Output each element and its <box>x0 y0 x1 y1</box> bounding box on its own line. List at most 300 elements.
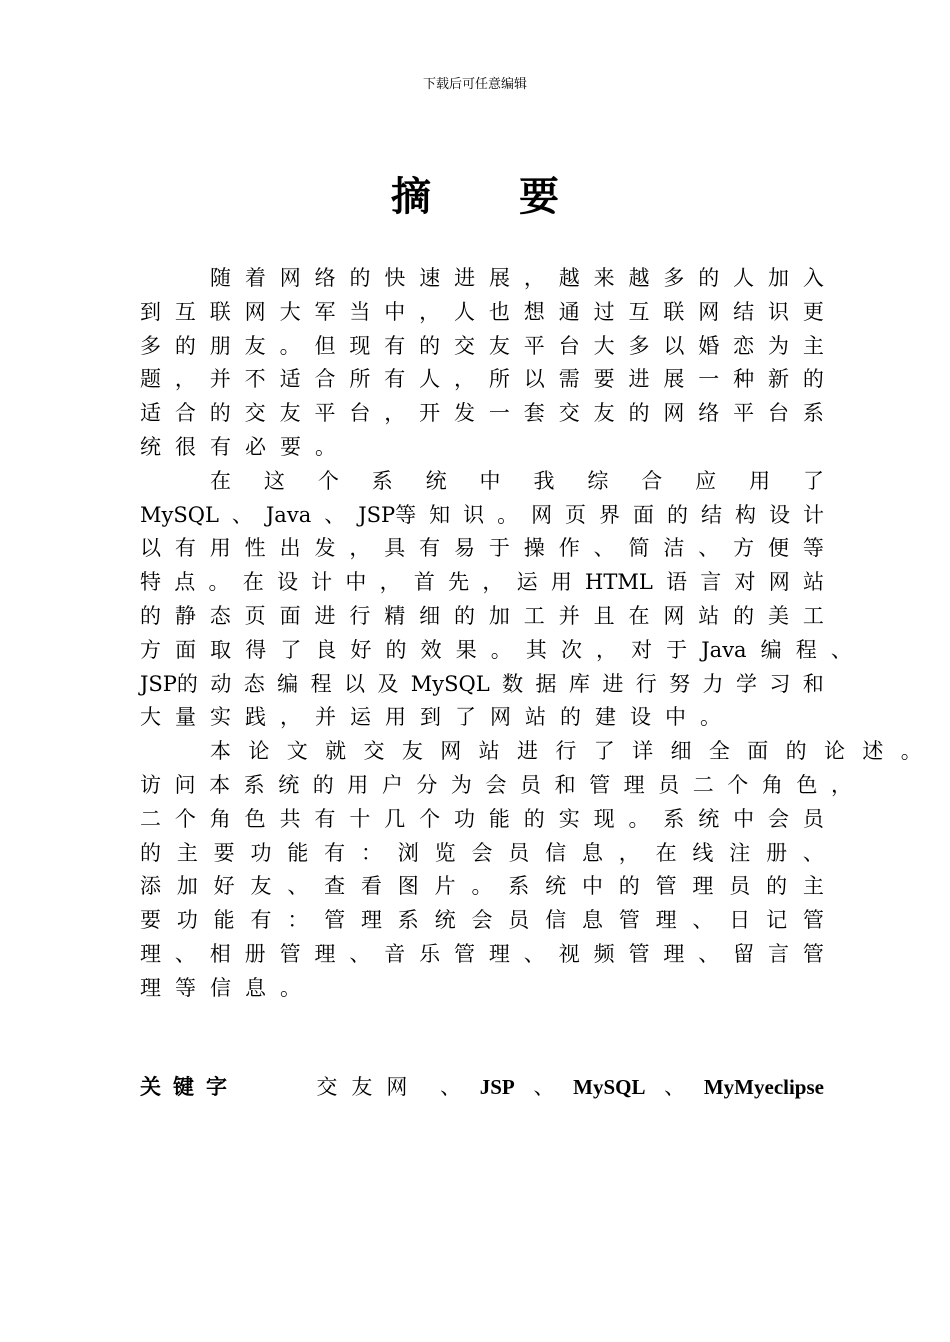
abstract-token: 果 <box>455 637 477 662</box>
abstract-token: 实 <box>210 705 231 730</box>
abstract-line <box>140 330 824 364</box>
abstract-token: 人 <box>419 367 441 392</box>
abstract-token: 音 <box>384 941 406 966</box>
abstract-token: 合 <box>174 401 196 426</box>
abstract-token: 就 <box>325 739 347 764</box>
abstract-token: 管 <box>802 908 824 933</box>
abstract-token: 交 <box>363 739 385 764</box>
abstract-token: 。 <box>208 570 230 595</box>
abstract-token: 的 <box>174 333 196 358</box>
document-title <box>0 170 950 224</box>
abstract-token: 乐 <box>419 941 441 966</box>
abstract-token: 、 <box>698 536 720 561</box>
abstract-token: 的 <box>349 266 371 290</box>
abstract-token: 要 <box>280 434 301 459</box>
abstract-line <box>140 870 824 904</box>
abstract-token: 、 <box>174 941 196 966</box>
abstract-token: 主 <box>176 840 198 865</box>
abstract-token: 相 <box>209 941 231 966</box>
abstract-token: 有 <box>324 840 346 865</box>
abstract-token: 现 <box>349 333 371 358</box>
abstract-token: 息 <box>581 908 603 933</box>
abstract-token: 效 <box>420 637 442 662</box>
abstract-token: 的 <box>766 874 788 899</box>
abstract-token: 军 <box>314 299 336 324</box>
abstract-body <box>140 262 922 1006</box>
abstract-token: 络 <box>698 401 720 426</box>
abstract-token: 十 <box>349 806 371 831</box>
abstract-token: 人 <box>454 299 476 324</box>
abstract-token: 便 <box>768 536 790 561</box>
abstract-token: 来 <box>593 266 615 290</box>
keywords-row <box>140 1070 824 1104</box>
abstract-token: 及 <box>377 671 399 696</box>
abstract-token: 入 <box>802 266 824 290</box>
abstract-token: 全 <box>708 739 730 764</box>
abstract-token: 题 <box>140 367 161 392</box>
abstract-token: 问 <box>174 772 196 797</box>
abstract-token: 在 <box>210 468 231 493</box>
abstract-token: Java <box>265 502 312 527</box>
abstract-token: 、 <box>802 840 824 865</box>
abstract-token: 很 <box>175 434 196 459</box>
abstract-token: 系 <box>371 468 393 493</box>
abstract-token: 这 <box>263 468 285 493</box>
abstract-token: 友 <box>593 401 615 426</box>
abstract-token: 平 <box>523 333 545 358</box>
abstract-token: 有 <box>384 333 406 358</box>
abstract-token: 进 <box>628 367 650 392</box>
abstract-token: 、 <box>698 941 720 966</box>
abstract-token: 的 <box>698 266 720 290</box>
abstract-token: 理 <box>314 941 336 966</box>
abstract-token: 设 <box>768 502 790 527</box>
abstract-token: 二 <box>692 772 714 797</box>
abstract-token: 静 <box>174 603 196 628</box>
abstract-token: 查 <box>324 874 346 899</box>
abstract-token: 图 <box>397 874 419 899</box>
abstract-token: 等 <box>175 975 196 1000</box>
abstract-token: 网 <box>531 502 553 527</box>
abstract-token: 设 <box>630 705 651 730</box>
abstract-token: 更 <box>802 299 824 324</box>
abstract-token: 以 <box>140 536 161 561</box>
abstract-token: 管 <box>279 941 301 966</box>
abstract-token: 有 <box>419 536 441 561</box>
abstract-token: 、 <box>231 502 253 527</box>
keyword-separator: 、 <box>533 1075 555 1099</box>
abstract-token: 台 <box>768 401 790 426</box>
abstract-token: 、 <box>692 908 714 933</box>
abstract-token: 的 <box>802 367 824 392</box>
abstract-token: 识 <box>768 299 790 324</box>
abstract-token: 开 <box>419 401 441 426</box>
abstract-token: 管 <box>802 941 824 966</box>
abstract-token: 进 <box>314 603 336 628</box>
abstract-token: 以 <box>343 671 365 696</box>
abstract-token: 必 <box>245 434 266 459</box>
abstract-token: 二 <box>140 806 161 831</box>
abstract-token: 联 <box>209 299 231 324</box>
abstract-token: 构 <box>734 502 756 527</box>
abstract-token: ， <box>454 367 476 392</box>
abstract-token: 个 <box>174 806 196 831</box>
abstract-line <box>140 499 824 533</box>
abstract-line <box>140 566 824 600</box>
abstract-token: 网 <box>768 570 790 595</box>
abstract-token: 一 <box>488 401 510 426</box>
abstract-token: 友 <box>488 333 510 358</box>
abstract-token: 进 <box>602 671 624 696</box>
abstract-token: 新 <box>768 367 790 392</box>
abstract-token: 建 <box>595 705 616 730</box>
abstract-token: 个 <box>727 772 749 797</box>
abstract-token: 统 <box>545 874 567 899</box>
abstract-token: 数 <box>502 671 524 696</box>
abstract-token: 性 <box>244 536 266 561</box>
abstract-token: 站 <box>698 603 720 628</box>
abstract-line <box>140 532 824 566</box>
abstract-token: 有 <box>314 806 336 831</box>
abstract-token: 并 <box>315 705 336 730</box>
abstract-token: 中 <box>665 705 686 730</box>
abstract-token: 交 <box>244 401 266 426</box>
abstract-token: 库 <box>568 671 590 696</box>
title-char: 要 <box>519 173 559 220</box>
abstract-token: 网 <box>663 603 685 628</box>
abstract-token: 美 <box>768 603 790 628</box>
abstract-token: 想 <box>523 299 545 324</box>
abstract-token: 的 <box>140 603 161 628</box>
abstract-token: MySQL <box>410 671 490 696</box>
abstract-line <box>140 668 824 702</box>
abstract-token: 以 <box>523 367 545 392</box>
abstract-token: 大 <box>140 705 161 730</box>
abstract-token: 信 <box>545 908 567 933</box>
abstract-token: 员 <box>520 772 542 797</box>
abstract-token: 对 <box>734 570 756 595</box>
abstract-token: 注 <box>729 840 751 865</box>
abstract-token: 系 <box>508 874 530 899</box>
abstract-token: 台 <box>558 333 580 358</box>
abstract-token: 以 <box>663 333 685 358</box>
abstract-token: 特 <box>140 570 161 595</box>
abstract-token: 员 <box>729 874 751 899</box>
abstract-token: 信 <box>545 840 567 865</box>
abstract-token: 联 <box>663 299 685 324</box>
abstract-token: 好 <box>350 637 372 662</box>
abstract-token: 记 <box>766 908 788 933</box>
abstract-token: 个 <box>419 806 441 831</box>
abstract-token: 友 <box>250 874 272 899</box>
abstract-token: 友 <box>401 739 423 764</box>
abstract-token: 行 <box>555 739 577 764</box>
abstract-token: 实 <box>558 806 580 831</box>
abstract-token: 共 <box>279 806 301 831</box>
abstract-token: 发 <box>314 536 336 561</box>
abstract-token: 理 <box>663 941 685 966</box>
abstract-token: 了 <box>802 468 824 493</box>
abstract-token: 计 <box>802 502 824 527</box>
abstract-token: 适 <box>140 401 161 426</box>
abstract-token: 能 <box>287 840 309 865</box>
abstract-token: 系 <box>243 772 265 797</box>
abstract-token: 功 <box>176 908 198 933</box>
abstract-token: 户 <box>381 772 403 797</box>
abstract-token: 会 <box>471 840 493 865</box>
keyword-item: JSP <box>479 1075 515 1099</box>
abstract-token: 统 <box>434 908 456 933</box>
keyword-separator: 、 <box>664 1075 686 1099</box>
abstract-token: 网 <box>490 705 511 730</box>
abstract-token: 中 <box>479 468 501 493</box>
abstract-token: 系 <box>663 806 685 831</box>
abstract-token: 会 <box>471 908 493 933</box>
abstract-token: 要 <box>593 367 615 392</box>
abstract-line <box>140 735 922 769</box>
abstract-token: 细 <box>670 739 692 764</box>
abstract-token: 套 <box>523 401 545 426</box>
abstract-token: 站 <box>803 570 824 595</box>
abstract-token: MySQL <box>140 502 219 527</box>
abstract-token: 越 <box>628 266 650 290</box>
abstract-token: 角 <box>761 772 783 797</box>
abstract-token: 系 <box>802 401 824 426</box>
abstract-token: 需 <box>558 367 580 392</box>
abstract-line <box>140 972 824 1006</box>
abstract-token: 言 <box>700 570 722 595</box>
abstract-token: 理 <box>655 908 677 933</box>
abstract-token: 看 <box>360 874 382 899</box>
abstract-token: JSP的 <box>140 671 198 696</box>
abstract-token: 面 <box>175 637 197 662</box>
abstract-token: 功 <box>250 840 272 865</box>
abstract-token: 努 <box>669 671 691 696</box>
abstract-token: 动 <box>210 671 232 696</box>
abstract-token: 的 <box>667 502 688 527</box>
abstract-token: 且 <box>593 603 615 628</box>
abstract-token: 着 <box>244 266 266 290</box>
abstract-token: JSP等 <box>358 502 417 527</box>
abstract-token: 、 <box>523 941 545 966</box>
abstract-token: 加 <box>768 266 789 290</box>
abstract-token: 互 <box>174 299 196 324</box>
abstract-token: 也 <box>488 299 510 324</box>
abstract-token: 次 <box>560 637 582 662</box>
abstract-token: 网 <box>663 401 685 426</box>
abstract-line <box>140 363 824 397</box>
abstract-line <box>140 701 824 735</box>
abstract-token: 管 <box>655 874 677 899</box>
abstract-token: 方 <box>733 536 755 561</box>
abstract-token: 的 <box>628 401 650 426</box>
abstract-token: 了 <box>455 705 476 730</box>
abstract-token: 信 <box>210 975 231 1000</box>
abstract-token: 平 <box>733 401 755 426</box>
keyword-separator: 、 <box>440 1075 462 1099</box>
abstract-token: 习 <box>769 671 791 696</box>
abstract-token: 婚 <box>698 333 720 358</box>
abstract-token: ， <box>349 536 371 561</box>
abstract-line <box>140 769 852 803</box>
abstract-token: 。 <box>497 502 519 527</box>
abstract-token: 运 <box>350 705 371 730</box>
abstract-token: 述 <box>862 739 884 764</box>
abstract-token: 越 <box>558 266 580 290</box>
abstract-token: 随 <box>210 266 231 290</box>
abstract-token: 文 <box>286 739 308 764</box>
keyword-item: MyMyeclipse <box>703 1075 824 1099</box>
abstract-token: ， <box>280 705 301 730</box>
abstract-line <box>140 803 824 837</box>
abstract-token: 平 <box>314 401 336 426</box>
abstract-token: 的 <box>785 739 807 764</box>
abstract-token: 中 <box>733 806 755 831</box>
abstract-token: 知 <box>429 502 451 527</box>
abstract-token: 面 <box>279 603 301 628</box>
abstract-line <box>140 296 824 330</box>
abstract-line <box>140 397 824 431</box>
abstract-token: 浏 <box>397 840 419 865</box>
abstract-token: 统 <box>425 468 447 493</box>
abstract-token: 管 <box>618 908 640 933</box>
abstract-token: 有 <box>174 536 196 561</box>
abstract-token: 得 <box>245 637 267 662</box>
abstract-token: 。 <box>490 637 512 662</box>
abstract-token: 和 <box>554 772 576 797</box>
abstract-token: 站 <box>525 705 546 730</box>
abstract-token: 论 <box>248 739 270 764</box>
abstract-line <box>140 904 824 938</box>
abstract-token: 。 <box>279 333 301 358</box>
abstract-token: 几 <box>384 806 406 831</box>
abstract-token: ， <box>618 840 640 865</box>
abstract-token: 要 <box>140 908 161 933</box>
abstract-line <box>140 938 824 972</box>
abstract-token: ， <box>830 772 852 797</box>
abstract-token: 首 <box>413 570 435 595</box>
abstract-token: 不 <box>244 367 266 392</box>
abstract-token: 本 <box>209 772 231 797</box>
abstract-token: 大 <box>593 333 615 358</box>
abstract-token: 管 <box>589 772 611 797</box>
abstract-token: 要 <box>213 840 235 865</box>
abstract-token: 留 <box>733 941 755 966</box>
abstract-token: 点 <box>174 570 196 595</box>
abstract-token: 有 <box>384 367 406 392</box>
abstract-token: 言 <box>768 941 790 966</box>
abstract-token: 语 <box>666 570 688 595</box>
abstract-token: 取 <box>210 637 232 662</box>
abstract-token: 。 <box>628 806 650 831</box>
abstract-token: 网 <box>440 739 462 764</box>
abstract-line <box>140 837 824 871</box>
abstract-token: 。 <box>280 975 301 1000</box>
title-char: 摘 <box>391 173 431 220</box>
abstract-token: 识 <box>463 502 485 527</box>
abstract-token: 论 <box>824 739 845 764</box>
abstract-token: 统 <box>698 806 720 831</box>
keywords-spacer <box>258 1070 298 1104</box>
abstract-token: 易 <box>454 536 476 561</box>
abstract-token: 结 <box>733 299 755 324</box>
keyword-item: MySQL <box>573 1075 646 1099</box>
abstract-token: 对 <box>631 637 653 662</box>
abstract-token: 操 <box>523 536 545 561</box>
abstract-token: 速 <box>419 266 441 290</box>
abstract-token: 到 <box>420 705 441 730</box>
abstract-token: 员 <box>508 908 530 933</box>
abstract-token: 为 <box>450 772 472 797</box>
abstract-token: 在 <box>628 603 650 628</box>
abstract-line <box>140 465 824 499</box>
abstract-token: 于 <box>488 536 510 561</box>
abstract-token: 理 <box>140 975 161 1000</box>
abstract-token: 会 <box>768 806 790 831</box>
abstract-token: 能 <box>488 806 510 831</box>
abstract-token: 管 <box>628 941 650 966</box>
abstract-token: 所 <box>349 367 371 392</box>
abstract-token: ， <box>379 570 401 595</box>
abstract-token: 的 <box>385 637 407 662</box>
abstract-token: ， <box>523 266 545 290</box>
abstract-token: 出 <box>279 536 301 561</box>
abstract-token: 的 <box>560 705 581 730</box>
abstract-token: 了 <box>593 739 615 764</box>
abstract-token: ， <box>174 367 196 392</box>
abstract-token: 好 <box>213 874 235 899</box>
abstract-token: 员 <box>658 772 680 797</box>
abstract-token: 运 <box>516 570 538 595</box>
abstract-token: 页 <box>244 603 266 628</box>
abstract-token: 学 <box>735 671 757 696</box>
abstract-token: 本 <box>210 739 231 764</box>
abstract-token: 的 <box>209 401 231 426</box>
abstract-token: 、 <box>287 874 309 899</box>
abstract-token: 过 <box>593 299 615 324</box>
page-header-note: 下载后可任意编辑 <box>422 77 527 92</box>
abstract-token: 现 <box>593 806 615 831</box>
abstract-token: 。 <box>471 874 493 899</box>
abstract-token: 角 <box>209 806 231 831</box>
abstract-token: ， <box>596 637 618 662</box>
abstract-token: 细 <box>419 603 441 628</box>
abstract-token: 我 <box>533 468 555 493</box>
abstract-token: 其 <box>525 637 547 662</box>
abstract-token: 能 <box>213 908 235 933</box>
abstract-line <box>140 600 824 634</box>
abstract-token: 据 <box>535 671 557 696</box>
abstract-token: 工 <box>523 603 545 628</box>
abstract-token: 但 <box>314 333 336 358</box>
abstract-token: 恋 <box>733 333 755 358</box>
abstract-token: 交 <box>558 401 580 426</box>
abstract-token: 在 <box>242 570 264 595</box>
abstract-token: 的 <box>454 603 476 628</box>
abstract-token: 友 <box>279 401 301 426</box>
abstract-token: 并 <box>558 603 580 628</box>
abstract-token: 络 <box>314 266 336 290</box>
abstract-token: 有 <box>250 908 272 933</box>
abstract-token: 当 <box>349 299 371 324</box>
abstract-token: 量 <box>175 705 196 730</box>
abstract-token: ： <box>360 840 382 865</box>
abstract-token: 、 <box>593 536 615 561</box>
abstract-token: 编 <box>760 637 782 662</box>
abstract-token: 个 <box>317 468 339 493</box>
abstract-token: 频 <box>593 941 615 966</box>
abstract-token: 息 <box>245 975 266 1000</box>
